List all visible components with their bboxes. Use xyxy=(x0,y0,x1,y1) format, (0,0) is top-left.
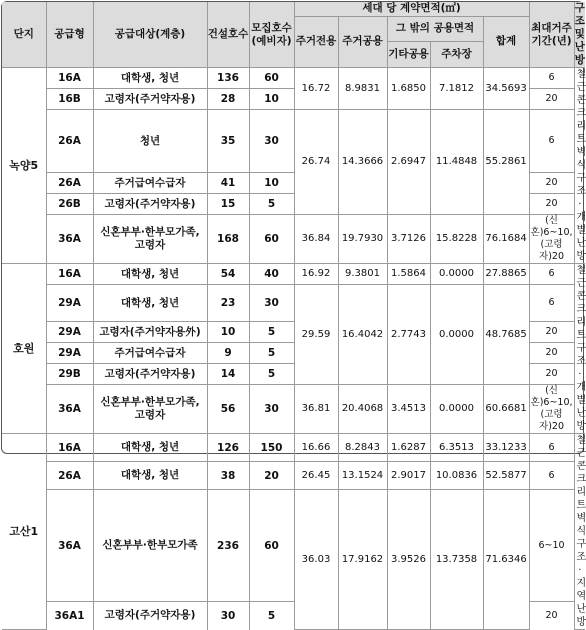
units-count: 15 xyxy=(207,194,249,215)
supply-type: 36A xyxy=(46,385,93,434)
area-parking: 0.0000 xyxy=(430,285,483,385)
area-common: 8.2843 xyxy=(338,434,387,462)
header-residential-common: 주거공용 xyxy=(338,16,387,68)
units-count: 56 xyxy=(207,385,249,434)
supply-target: 주거급여수급자 xyxy=(93,173,207,194)
max-residence: 6~10 xyxy=(529,490,574,602)
units-count: 136 xyxy=(207,68,249,89)
area-exclusive: 29.59 xyxy=(294,285,338,385)
max-residence: 20 xyxy=(529,89,574,110)
supply-type: 36A1 xyxy=(46,602,93,630)
area-common: 20.4068 xyxy=(338,385,387,434)
area-exclusive: 16.92 xyxy=(294,264,338,285)
header-complex: 단지 xyxy=(2,2,46,68)
recruit-count: 10 xyxy=(249,173,294,194)
area-etc: 3.7126 xyxy=(387,215,430,264)
area-common: 19.7930 xyxy=(338,215,387,264)
supply-table xyxy=(2,2,585,630)
max-residence: 6 xyxy=(529,110,574,173)
supply-target: 신혼부부·한부모가족, 고령자 xyxy=(93,215,207,264)
recruit-count: 5 xyxy=(249,602,294,630)
units-count: 23 xyxy=(207,285,249,322)
area-etc: 3.4513 xyxy=(387,385,430,434)
supply-target: 대학생, 청년 xyxy=(93,462,207,490)
recruit-count: 5 xyxy=(249,194,294,215)
supply-target: 대학생, 청년 xyxy=(93,264,207,285)
max-residence: 6 xyxy=(529,285,574,322)
area-total: 48.7685 xyxy=(483,285,529,385)
max-residence: 20 xyxy=(529,194,574,215)
max-residence: 20 xyxy=(529,364,574,385)
units-count: 38 xyxy=(207,462,249,490)
area-etc: 1.6850 xyxy=(387,68,430,110)
recruit-count: 60 xyxy=(249,215,294,264)
recruit-count: 30 xyxy=(249,285,294,322)
recruit-count: 5 xyxy=(249,364,294,385)
area-exclusive: 26.45 xyxy=(294,462,338,490)
supply-type: 16A xyxy=(46,434,93,462)
area-parking: 10.0836 xyxy=(430,462,483,490)
supply-target: 고령자(주거약자용) xyxy=(93,364,207,385)
units-count: 9 xyxy=(207,343,249,364)
supply-type: 29A xyxy=(46,343,93,364)
max-residence: 6 xyxy=(529,434,574,462)
area-parking: 0.0000 xyxy=(430,264,483,285)
recruit-count: 10 xyxy=(249,89,294,110)
supply-type: 36A xyxy=(46,215,93,264)
supply-target: 대학생, 청년 xyxy=(93,68,207,89)
supply-target: 청년 xyxy=(93,110,207,173)
supply-target: 고령자(주거약자용) xyxy=(93,602,207,630)
header-recruit: 모집호수(예비자) xyxy=(249,2,294,68)
units-count: 126 xyxy=(207,434,249,462)
area-etc: 2.9017 xyxy=(387,462,430,490)
max-residence: 6 xyxy=(529,68,574,89)
max-residence: 6 xyxy=(529,264,574,285)
supply-type: 26A xyxy=(46,462,93,490)
recruit-count: 60 xyxy=(249,490,294,602)
units-count: 236 xyxy=(207,490,249,602)
area-exclusive: 16.66 xyxy=(294,434,338,462)
area-common: 9.3801 xyxy=(338,264,387,285)
area-parking: 15.8228 xyxy=(430,215,483,264)
area-exclusive: 16.72 xyxy=(294,68,338,110)
recruit-count: 5 xyxy=(249,343,294,364)
header-other-common: 그 밖의 공용면적 xyxy=(387,16,483,42)
supply-target: 고령자(주거약자용) xyxy=(93,89,207,110)
max-residence: (신혼)6~10, (고령자)20 xyxy=(530,215,573,262)
complex-name: 호원 xyxy=(2,264,46,434)
units-count: 30 xyxy=(207,602,249,630)
area-common: 8.9831 xyxy=(338,68,387,110)
area-total: 52.5877 xyxy=(483,462,529,490)
recruit-count: 60 xyxy=(249,68,294,89)
area-parking: 0.0000 xyxy=(430,385,483,434)
header-units: 건설호수 xyxy=(207,2,249,68)
units-count: 14 xyxy=(207,364,249,385)
units-count: 10 xyxy=(207,322,249,343)
units-count: 41 xyxy=(207,173,249,194)
area-etc: 3.9526 xyxy=(387,490,430,630)
complex-name: 고산1 xyxy=(2,434,46,630)
supply-type: 29A xyxy=(46,322,93,343)
area-exclusive: 36.84 xyxy=(294,215,338,264)
structure-heating: 철근콘크리트구조·개별난방 xyxy=(574,264,585,434)
supply-type: 16A xyxy=(46,264,93,285)
area-etc: 2.7743 xyxy=(387,285,430,385)
max-residence: 20 xyxy=(529,173,574,194)
area-total: 76.1684 xyxy=(483,215,529,264)
area-common: 17.9162 xyxy=(338,490,387,630)
max-residence: 6 xyxy=(529,462,574,490)
area-total: 71.6346 xyxy=(483,490,529,630)
supply-type: 26A xyxy=(46,173,93,194)
header-parking: 주차장 xyxy=(430,42,483,68)
supply-target: 신혼부부·한부모가족, 고령자 xyxy=(93,385,207,434)
supply-target: 주거급여수급자 xyxy=(93,343,207,364)
area-parking: 7.1812 xyxy=(430,68,483,110)
area-exclusive: 36.03 xyxy=(294,490,338,630)
header-other-etc: 기타공용 xyxy=(387,42,430,68)
recruit-count: 30 xyxy=(249,385,294,434)
supply-type: 16A xyxy=(46,68,93,89)
area-total: 55.2861 xyxy=(483,110,529,215)
max-residence: (신혼)6~10, (고령자)20 xyxy=(530,385,573,432)
recruit-count: 5 xyxy=(249,322,294,343)
header-type: 공급형 xyxy=(46,2,93,68)
recruit-count: 40 xyxy=(249,264,294,285)
area-parking: 11.4848 xyxy=(430,110,483,215)
header-structure: 구조 및 난방 xyxy=(574,2,585,66)
supply-type: 29A xyxy=(46,285,93,322)
area-common: 14.3666 xyxy=(338,110,387,215)
units-count: 54 xyxy=(207,264,249,285)
supply-target: 대학생, 청년 xyxy=(93,285,207,322)
area-exclusive: 36.81 xyxy=(294,385,338,434)
supply-type: 29B xyxy=(46,364,93,385)
area-etc: 1.5864 xyxy=(387,264,430,285)
supply-target: 신혼부부·한부모가족 xyxy=(93,490,207,602)
supply-table-frame xyxy=(1,1,586,628)
complex-name: 녹양5 xyxy=(2,68,46,264)
supply-type: 16B xyxy=(46,89,93,110)
max-residence: 20 xyxy=(529,322,574,343)
recruit-count: 150 xyxy=(249,434,294,462)
area-total: 60.6681 xyxy=(483,385,529,434)
header-max-residence: 최대거주기간(년) xyxy=(529,2,574,68)
recruit-count: 30 xyxy=(249,110,294,173)
units-count: 35 xyxy=(207,110,249,173)
area-total: 34.5693 xyxy=(483,68,529,110)
area-etc: 1.6287 xyxy=(387,434,430,462)
area-total: 33.1233 xyxy=(483,434,529,462)
header-area-group: 세대 당 계약면적(㎡) xyxy=(294,2,529,16)
max-residence: 20 xyxy=(529,602,574,630)
area-etc: 2.6947 xyxy=(387,110,430,215)
supply-type: 26B xyxy=(46,194,93,215)
area-parking: 13.7358 xyxy=(430,490,483,630)
supply-target: 고령자(주거약자용) xyxy=(93,194,207,215)
header-total: 합계 xyxy=(483,16,529,68)
recruit-count: 20 xyxy=(249,462,294,490)
area-common: 16.4042 xyxy=(338,285,387,385)
supply-type: 26A xyxy=(46,110,93,173)
units-count: 168 xyxy=(207,215,249,264)
supply-target: 대학생, 청년 xyxy=(93,434,207,462)
header-residential-exclusive: 주거전용 xyxy=(294,16,338,68)
units-count: 28 xyxy=(207,89,249,110)
structure-heating: 철근콘크리트벽식구조·개별난방 xyxy=(574,68,585,264)
max-residence: 20 xyxy=(529,343,574,364)
supply-type: 36A xyxy=(46,490,93,602)
area-common: 13.1524 xyxy=(338,462,387,490)
structure-heating: 철근콘크리트벽식구조·지역난방 xyxy=(574,434,585,630)
header-target: 공급대상(계층) xyxy=(93,2,207,68)
supply-target: 고령자(주거약자용外) xyxy=(93,322,207,343)
area-exclusive: 26.74 xyxy=(294,110,338,215)
area-total: 27.8865 xyxy=(483,264,529,285)
area-parking: 6.3513 xyxy=(430,434,483,462)
